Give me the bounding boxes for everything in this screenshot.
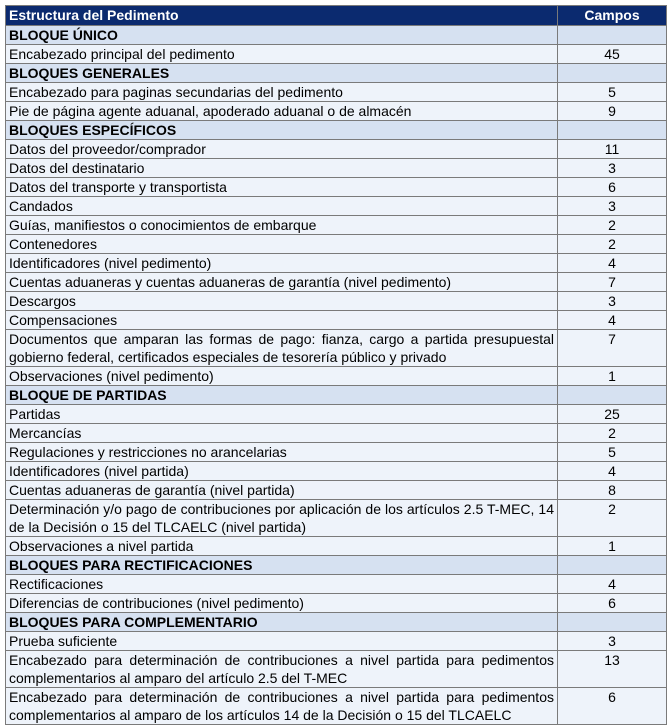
row-count: 2 xyxy=(558,216,667,235)
row-count xyxy=(558,556,667,575)
table-row xyxy=(6,292,667,311)
row-count: 45 xyxy=(558,45,667,64)
row-count: 25 xyxy=(558,405,667,424)
table-header-row xyxy=(6,6,667,26)
table-row xyxy=(6,462,667,481)
table-row xyxy=(6,140,667,159)
table-row xyxy=(6,688,667,725)
row-label: Determinación y/o pago de contribuciones por aplicación de los artículos 2.5 T-MEC, 14 de la Decisión o 15 del TLCAELC (nivel partida) xyxy=(6,500,558,537)
header-title: Estructura del Pedimento xyxy=(6,6,558,26)
row-label: Contenedores xyxy=(6,235,558,254)
table-row xyxy=(6,500,667,537)
section-label: BLOQUE DE PARTIDAS xyxy=(6,386,558,405)
row-count: 4 xyxy=(558,254,667,273)
table-row xyxy=(6,537,667,556)
section-row xyxy=(6,64,667,83)
table-row xyxy=(6,575,667,594)
section-label: BLOQUE ÚNICO xyxy=(6,26,558,45)
row-label: Regulaciones y restricciones no arancelarias xyxy=(6,443,558,462)
row-count: 7 xyxy=(558,330,667,367)
row-label: Pie de página agente aduanal, apoderado aduanal o de almacén xyxy=(6,102,558,121)
row-label: Prueba suficiente xyxy=(6,632,558,651)
row-label: Guías, manifiestos o conocimientos de embarque xyxy=(6,216,558,235)
row-count xyxy=(558,121,667,140)
section-label: BLOQUES GENERALES xyxy=(6,64,558,83)
row-count: 4 xyxy=(558,311,667,330)
section-row xyxy=(6,26,667,45)
row-count: 11 xyxy=(558,140,667,159)
row-count xyxy=(558,386,667,405)
table-row xyxy=(6,197,667,216)
row-label: Identificadores (nivel partida) xyxy=(6,462,558,481)
row-count: 5 xyxy=(558,443,667,462)
section-row xyxy=(6,121,667,140)
row-label: Compensaciones xyxy=(6,311,558,330)
row-count: 6 xyxy=(558,688,667,725)
row-count: 4 xyxy=(558,575,667,594)
row-label: Datos del proveedor/comprador xyxy=(6,140,558,159)
row-label: Cuentas aduaneras de garantía (nivel partida) xyxy=(6,481,558,500)
section-row xyxy=(6,613,667,632)
row-count xyxy=(558,613,667,632)
row-label: Rectificaciones xyxy=(6,575,558,594)
table-row xyxy=(6,405,667,424)
row-label: Encabezado para determinación de contribuciones a nivel partida para pedimentos complementarios al amparo del artículo 2.5 del T-MEC xyxy=(6,651,558,688)
table-row xyxy=(6,632,667,651)
row-count: 3 xyxy=(558,632,667,651)
table-row xyxy=(6,330,667,367)
row-count: 1 xyxy=(558,537,667,556)
table-row xyxy=(6,481,667,500)
table-row xyxy=(6,311,667,330)
row-label: Encabezado principal del pedimento xyxy=(6,45,558,64)
row-label: Identificadores (nivel pedimento) xyxy=(6,254,558,273)
section-label: BLOQUES ESPECÍFICOS xyxy=(6,121,558,140)
row-count: 6 xyxy=(558,594,667,613)
row-count xyxy=(558,64,667,83)
table-row xyxy=(6,216,667,235)
row-count: 2 xyxy=(558,235,667,254)
row-label: Descargos xyxy=(6,292,558,311)
row-count: 5 xyxy=(558,83,667,102)
row-count: 7 xyxy=(558,273,667,292)
row-count: 2 xyxy=(558,500,667,537)
row-label: Diferencias de contribuciones (nivel pedimento) xyxy=(6,594,558,613)
row-count: 1 xyxy=(558,367,667,386)
section-label: BLOQUES PARA COMPLEMENTARIO xyxy=(6,613,558,632)
table-row xyxy=(6,235,667,254)
row-label: Candados xyxy=(6,197,558,216)
row-label: Documentos que amparan las formas de pago: fianza, cargo a partida presupuestal gobierno federal, certificados especiales de tesorería público y privado xyxy=(6,330,558,367)
row-label: Encabezado para determinación de contribuciones a nivel partida para pedimentos complementarios al amparo de los artículos 14 de la Decisión o 15 del TLCAELC xyxy=(6,688,558,725)
table-row xyxy=(6,45,667,64)
table-row xyxy=(6,651,667,688)
row-label: Mercancías xyxy=(6,424,558,443)
row-count: 6 xyxy=(558,178,667,197)
row-count: 13 xyxy=(558,651,667,688)
table-row xyxy=(6,83,667,102)
table-row xyxy=(6,367,667,386)
row-label: Encabezado para paginas secundarias del pedimento xyxy=(6,83,558,102)
row-label: Cuentas aduaneras y cuentas aduaneras de garantía (nivel pedimento) xyxy=(6,273,558,292)
section-row xyxy=(6,386,667,405)
table-row xyxy=(6,178,667,197)
table-row xyxy=(6,159,667,178)
pedimento-structure-table xyxy=(5,5,667,725)
row-label: Observaciones (nivel pedimento) xyxy=(6,367,558,386)
row-count: 2 xyxy=(558,424,667,443)
row-count: 8 xyxy=(558,481,667,500)
table-row xyxy=(6,273,667,292)
header-count-label: Campos xyxy=(558,6,667,26)
row-count: 9 xyxy=(558,102,667,121)
row-label: Datos del transporte y transportista xyxy=(6,178,558,197)
row-count: 3 xyxy=(558,292,667,311)
table-row xyxy=(6,254,667,273)
table-row xyxy=(6,424,667,443)
row-count: 3 xyxy=(558,197,667,216)
section-row xyxy=(6,556,667,575)
table-row xyxy=(6,102,667,121)
section-label: BLOQUES PARA RECTIFICACIONES xyxy=(6,556,558,575)
row-label: Datos del destinatario xyxy=(6,159,558,178)
row-label: Partidas xyxy=(6,405,558,424)
row-label: Observaciones a nivel partida xyxy=(6,537,558,556)
table-row xyxy=(6,443,667,462)
table-row xyxy=(6,594,667,613)
table-body xyxy=(6,26,667,725)
row-count: 4 xyxy=(558,462,667,481)
row-count: 3 xyxy=(558,159,667,178)
row-count xyxy=(558,26,667,45)
